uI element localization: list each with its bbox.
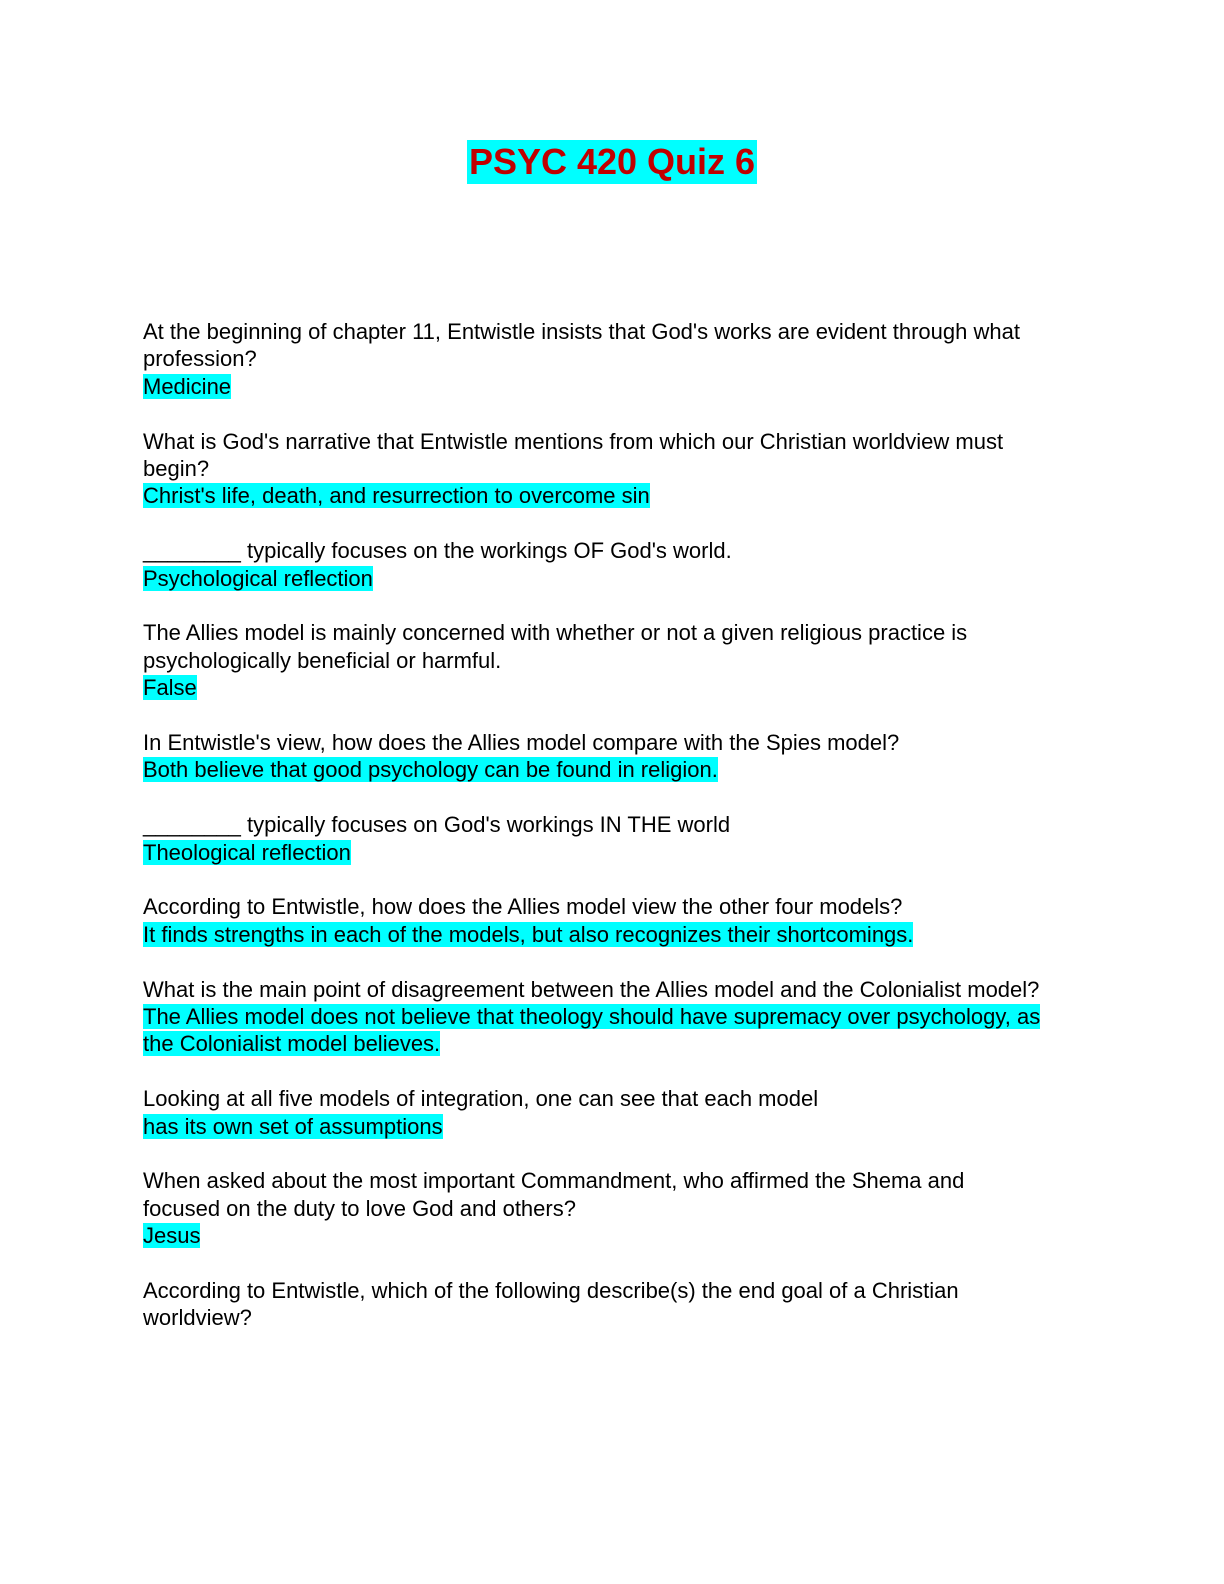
- title-container: [0, 140, 1224, 184]
- question-text: What is God's narrative that Entwistle mentions from which our Christian worldview must begin?: [143, 428, 1004, 482]
- question-text: The Allies model is mainly concerned with whether or not a given religious practice is psychologically beneficial or harmful.: [143, 620, 968, 673]
- quiz-item-3: [143, 537, 1043, 592]
- quiz-item-8: [143, 976, 1043, 1058]
- answer-text: False: [143, 675, 197, 701]
- question-text: What is the main point of disagreement between the Allies model and the Colonialist model?: [143, 976, 1040, 1002]
- answer-text: Psychological reflection: [143, 565, 373, 591]
- quiz-item-7: [143, 893, 1043, 948]
- answer-text: Christ's life, death, and resurrection to overcome sin: [143, 483, 650, 509]
- answer-text: has its own set of assumptions: [143, 1113, 443, 1139]
- quiz-content: [143, 318, 1043, 1359]
- quiz-item-4: [143, 619, 1043, 701]
- answer-text: Both believe that good psychology can be found in religion.: [143, 757, 718, 783]
- answer-text: It finds strengths in each of the models, but also recognizes their shortcomings.: [143, 921, 914, 947]
- question-text: In Entwistle's view, how does the Allies model compare with the Spies model?: [143, 730, 900, 756]
- question-text: At the beginning of chapter 11, Entwistle insists that God's works are evident through what profession?: [143, 319, 1020, 372]
- answer-text: Theological reflection: [143, 839, 351, 865]
- quiz-item-1: [143, 318, 1043, 400]
- quiz-item-2: [143, 428, 1043, 510]
- question-text: When asked about the most important Commandment, who affirmed the Shema and focused on the duty to love God and others?: [143, 1168, 965, 1221]
- answer-text: Jesus: [143, 1223, 201, 1249]
- quiz-item-9: [143, 1085, 1043, 1140]
- quiz-item-10: [143, 1167, 1043, 1249]
- question-text: ________ typically focuses on the workings OF God's world.: [143, 538, 732, 564]
- page-title: PSYC 420 Quiz 6: [468, 141, 756, 182]
- answer-text: The Allies model does not believe that theology should have supremacy over psychology, as the Colonialist model believes.: [143, 1004, 1041, 1057]
- quiz-item-5: [143, 729, 1043, 784]
- quiz-item-6: [143, 811, 1043, 866]
- quiz-item-11: [143, 1277, 1043, 1332]
- question-text: According to Entwistle, which of the following describe(s) the end goal of a Christian worldview?: [143, 1278, 959, 1331]
- question-text: According to Entwistle, how does the Allies model view the other four models?: [143, 894, 903, 920]
- answer-text: Medicine: [143, 373, 232, 399]
- question-text: ________ typically focuses on God's workings IN THE world: [143, 812, 731, 838]
- question-text: Looking at all five models of integration, one can see that each model: [143, 1086, 819, 1112]
